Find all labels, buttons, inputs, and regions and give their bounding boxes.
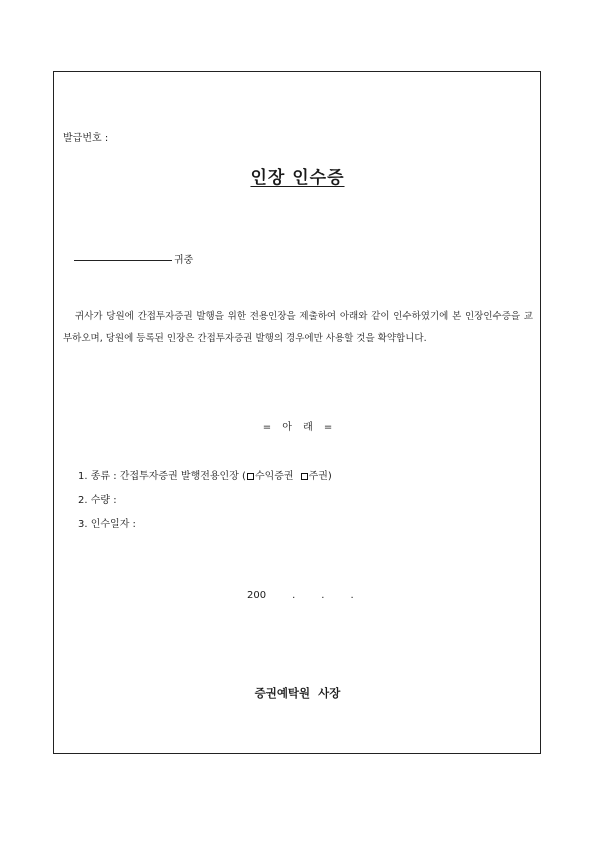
date-dot: . bbox=[350, 590, 354, 601]
recipient-blank-line bbox=[74, 260, 172, 261]
notice-heading: = 아 래 = bbox=[262, 422, 333, 433]
item-quantity: 2. 수량 : bbox=[78, 495, 117, 506]
date-year: 200 bbox=[247, 590, 267, 601]
date-dot: . bbox=[321, 590, 325, 601]
document-title bbox=[0, 163, 595, 188]
document-title-text: 인장 인수증 bbox=[250, 168, 345, 188]
recipient-suffix: 귀중 bbox=[174, 255, 194, 266]
date-dot: . bbox=[292, 590, 296, 601]
item-seal-type bbox=[78, 467, 332, 482]
issuer-signature: 증권예탁원 사장 bbox=[254, 686, 341, 700]
item-seal-type-label: 1. 종류 : 간접투자증권 발행전용인장 ( bbox=[78, 471, 246, 482]
body-paragraph: 귀사가 당원에 간접투자증권 발행을 위한 전용인장을 제출하여 아래와 같이 인수하였기에 본 인장인수증을 교부하오며, 당원에 등록된 인장은 간접투자증권 발행의 경우에만 사용할 것을 확약합니다. bbox=[63, 311, 533, 344]
checkbox-icon bbox=[301, 473, 308, 480]
issue-date bbox=[247, 590, 354, 601]
option-beneficiary-certificate: 수익증권 bbox=[254, 471, 294, 482]
option-stock: 주권) bbox=[308, 471, 332, 482]
checkbox-icon bbox=[247, 473, 254, 480]
issue-number-label: 발급번호 : bbox=[63, 133, 109, 144]
item-receipt-date: 3. 인수일자 : bbox=[78, 519, 136, 530]
